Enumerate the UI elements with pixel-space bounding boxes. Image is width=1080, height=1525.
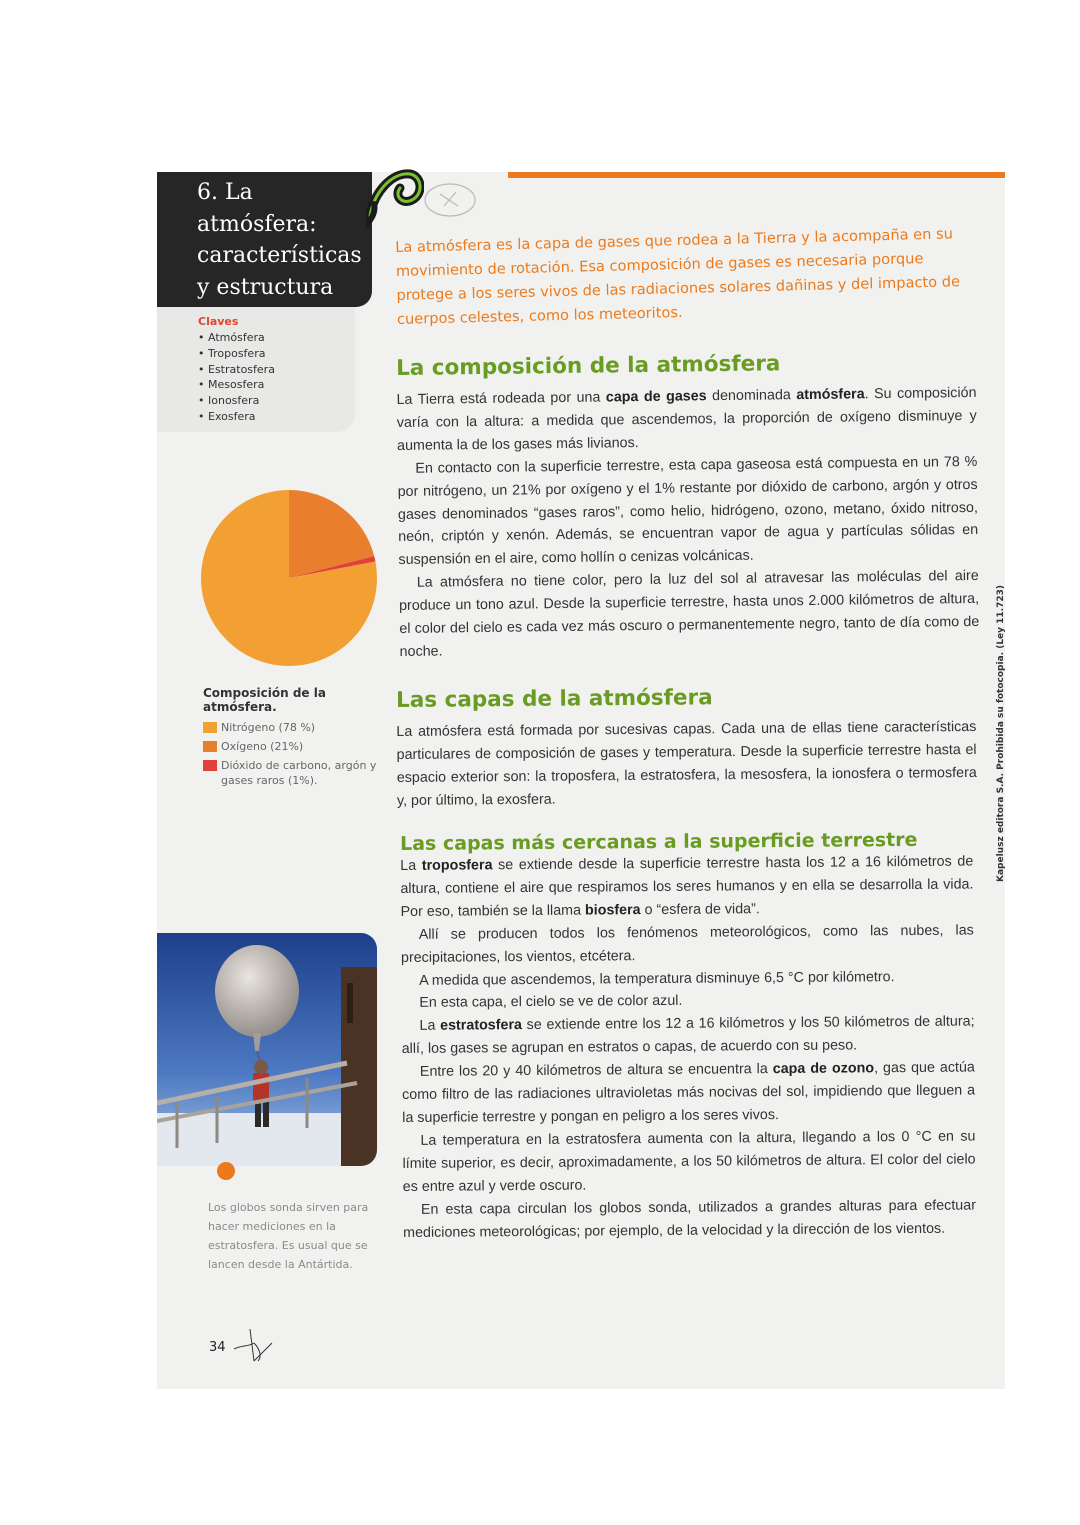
legend-swatch bbox=[203, 741, 217, 752]
bold-term: capa de gases bbox=[605, 388, 707, 406]
pencil-mark-icon bbox=[420, 180, 478, 220]
legend-title: Composición de la atmósfera. bbox=[203, 686, 326, 714]
legend-label: Oxígeno (21%) bbox=[221, 740, 304, 753]
key-terms-box bbox=[157, 307, 355, 432]
chapter-title: 6. La atmósfera: características y estructura bbox=[197, 180, 362, 300]
legend-swatch bbox=[203, 760, 217, 771]
paragraph: En contacto con la superficie terrestre, esta capa gaseosa está compuesta en un 78 % por nitrógeno, un 21% por oxígeno y el 1% restante por dióxido de carbono, argón y otros gases denominados “gases raros”, como helio, hidrógeno, ozono, metano, óxido nitroso, neón, criptón y xenón. Además, se encuentran vapor de agua y partículas sólidas en suspensión en el aire, como hollín o cenizas volcánicas. bbox=[397, 453, 979, 569]
legend-item bbox=[203, 739, 388, 754]
section-layers bbox=[396, 683, 977, 813]
chapter-title-box bbox=[157, 172, 372, 307]
section-closest-layers bbox=[400, 828, 976, 1244]
key-term: • Estratosfera bbox=[198, 362, 275, 378]
key-term: • Exosfera bbox=[198, 409, 275, 425]
key-terms-list bbox=[198, 330, 275, 425]
photo-marker-dot bbox=[217, 1162, 235, 1180]
paragraph: La estratosfera se extiende entre los 12 a 16 kilómetros y los 50 kilómetros de altura; allí, los gases se agrupan en estratos o capas, de acuerdo con su peso. bbox=[401, 1013, 975, 1058]
section-composition bbox=[396, 349, 980, 664]
paragraph: La atmósfera está formada por sucesivas capas. Cada una de ellas tiene características particulares de composición de gases y temperatura. Desde la superficie terrestre hasta el espacio exterior son: la troposfera, la estratosfera, la mesosfera, la ionosfera o termosfera y, por último, la exosfera. bbox=[396, 718, 977, 809]
page-number: 34 bbox=[209, 1340, 226, 1355]
pie-legend bbox=[203, 686, 388, 792]
header-accent-bar bbox=[508, 172, 1005, 178]
swirl-decoration-icon bbox=[366, 168, 424, 228]
pencil-scribble-icon bbox=[232, 1327, 274, 1363]
weather-balloon-photo bbox=[157, 933, 377, 1166]
paragraph: Entre los 20 y 40 kilómetros de altura se encuentra la capa de ozono, gas que actúa como filtro de las radiaciones ultravioletas más nocivas del sol, impidiendo que lleguen a la superficie terrestre y pongan en peligro a los seres vivos. bbox=[401, 1059, 976, 1126]
key-term: • Mesosfera bbox=[198, 377, 275, 393]
key-term: • Ionosfera bbox=[198, 393, 275, 409]
intro-paragraph: La atmósfera es la capa de gases que rodea a la Tierra y la acompaña en su movimiento de rotación. Esa composición de gases es necesaria porque protege a los seres vivos de las radiaciones solares dañinas y del impacto de cuerpos celestes, como los meteoritos. bbox=[395, 225, 961, 328]
composition-pie-chart bbox=[200, 488, 378, 668]
bold-term: atmósfera bbox=[796, 386, 865, 404]
key-term: • Atmósfera bbox=[198, 330, 275, 346]
paragraph: La temperatura en la estratosfera aumenta con la altura, llegando a los 0 °C en su límite superior, es decir, aproximadamente, a los 50 kilómetros de altura. El color del cielo es entre azul y verde oscuro. bbox=[402, 1128, 976, 1195]
section-heading: La composición de la atmósfera bbox=[396, 351, 781, 381]
legend-label: Dióxido de carbono, argón y gases raros (1%). bbox=[221, 759, 377, 787]
section-heading: Las capas de la atmósfera bbox=[396, 685, 713, 713]
paragraph: La troposfera se extiende desde la superficie terrestre hasta los 12 a 16 kilómetros de altura, contiene el aire que respiramos los seres humanos y en ella se desarrolla la vida. Por eso, también se la llama biosfera o “esfera de vida”. bbox=[400, 853, 974, 920]
legend-item bbox=[203, 720, 388, 735]
paragraph: La Tierra está rodeada por una capa de gases denominada atmósfera. Su composición varía con la altura: a medida que ascendemos, la proporción de oxígeno disminuye y aumenta la de los gases más livianos. bbox=[396, 384, 977, 454]
key-terms-title: Claves bbox=[198, 315, 239, 328]
key-term: • Troposfera bbox=[198, 346, 275, 362]
bold-term: capa de ozono bbox=[772, 1060, 875, 1078]
paragraph: En esta capa circulan los globos sonda, utilizados a grandes alturas para efectuar mediciones meteorológicas; por ejemplo, de la velocidad y la dirección de los vientos. bbox=[403, 1197, 977, 1241]
bold-term: troposfera bbox=[421, 857, 493, 874]
photo-caption: Los globos sonda sirven para hacer mediciones en la estratosfera. Es usual que se lancen desde la Antártida. bbox=[208, 1201, 369, 1271]
paragraph: Allí se producen todos los fenómenos meteorológicos, como las nubes, las precipitaciones, los vientos, etcétera. bbox=[400, 922, 974, 966]
bold-term: biosfera bbox=[584, 901, 641, 919]
legend-swatch bbox=[203, 722, 217, 733]
paragraph: A medida que ascendemos, la temperatura disminuye 6,5 °C por kilómetro. bbox=[419, 968, 895, 989]
paragraph: La atmósfera no tiene color, pero la luz del sol al atravesar las moléculas del aire produce un tono azul. Desde la superficie terrestre, hasta unos 2.000 kilómetros de altura, el color del cielo es cada vez más oscuro o permanentemente negro, tanto de día como de noche. bbox=[398, 568, 980, 660]
copyright-text: Kapelusz editora S.A. Prohibida su fotocopia. (Ley 11.723) bbox=[996, 585, 1006, 882]
paragraph: En esta capa, el cielo se ve de color azul. bbox=[419, 993, 683, 1012]
legend-item bbox=[203, 758, 388, 788]
legend-label: Nitrógeno (78 %) bbox=[221, 721, 316, 734]
section-heading: Las capas más cercanas a la superficie terrestre bbox=[400, 828, 918, 855]
bold-term: estratosfera bbox=[440, 1017, 523, 1035]
